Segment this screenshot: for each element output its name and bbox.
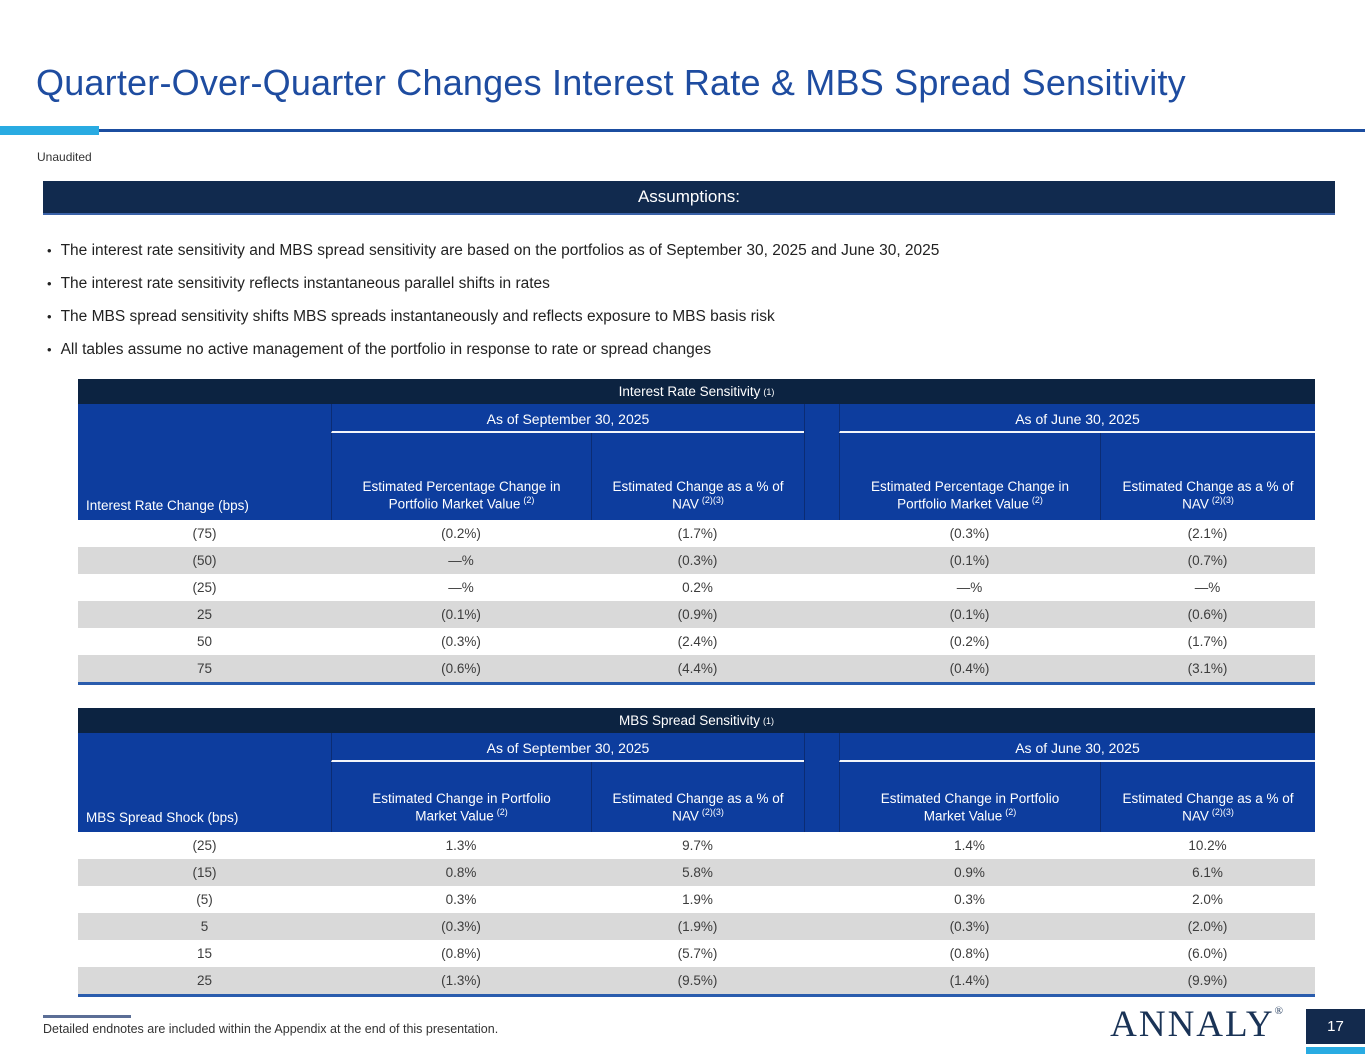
table-cell: (0.6%) xyxy=(1187,607,1228,622)
table-cell: (1.4%) xyxy=(949,973,990,988)
table-cell: (0.3%) xyxy=(949,919,990,934)
table-cell: (75) xyxy=(192,526,217,541)
table-cell: 0.8% xyxy=(445,865,477,880)
table-cell: (0.8%) xyxy=(949,946,990,961)
asof-september-header: As of September 30, 2025 xyxy=(331,733,804,762)
table-cell: 25 xyxy=(196,973,213,988)
table-cell: —% xyxy=(448,553,474,568)
page-number-accent xyxy=(1306,1047,1365,1054)
table-cell: (2.0%) xyxy=(1187,919,1228,934)
table-cell: (3.1%) xyxy=(1187,661,1228,676)
table-cell: 5 xyxy=(200,919,209,934)
table-cell: (0.3%) xyxy=(677,553,718,568)
table-row xyxy=(78,655,1315,682)
title-rule xyxy=(99,129,1365,132)
row-label-header: MBS Spread Shock (bps) xyxy=(86,810,239,825)
table-header xyxy=(78,404,1315,520)
table-cell: (1.7%) xyxy=(1187,634,1228,649)
table-cell: (0.3%) xyxy=(949,526,990,541)
table-body xyxy=(78,832,1315,997)
column-header: Estimated Change in Portfolio Market Value $^{(2)}$ xyxy=(839,762,1100,832)
column-header: Estimated Percentage Change in Portfolio Market Value $^{(2)}$ xyxy=(839,433,1100,520)
table-cell: (25) xyxy=(192,838,217,853)
column-header: Estimated Change in Portfolio Market Value $^{(2)}$ xyxy=(331,762,591,832)
table-cell: (0.1%) xyxy=(441,607,481,622)
table-cell: (0.3%) xyxy=(441,919,481,934)
page-number: 17 xyxy=(1327,1018,1344,1035)
table-header xyxy=(78,733,1315,832)
table-row xyxy=(78,832,1315,859)
table-cell: 0.2% xyxy=(682,580,713,595)
table-cell: (2.4%) xyxy=(677,634,718,649)
column-header: Estimated Percentage Change in Portfolio Market Value $^{(2)}$ xyxy=(331,433,591,520)
row-label-header: Interest Rate Change (bps) xyxy=(86,498,249,513)
asof-june-header: As of June 30, 2025 xyxy=(839,733,1315,762)
registered-mark: ® xyxy=(1274,1005,1283,1017)
table-cell: (0.7%) xyxy=(1187,553,1228,568)
table-row xyxy=(78,940,1315,967)
table-cell: 1.9% xyxy=(682,892,713,907)
table-cell: (1.9%) xyxy=(677,919,718,934)
asof-september-header: As of September 30, 2025 xyxy=(331,404,804,433)
table-cell: —% xyxy=(1194,580,1221,595)
table-row xyxy=(78,967,1315,994)
bullet-icon: • xyxy=(47,342,52,357)
column-header: Estimated Change as a % of NAV $^{(2)(3)}$ xyxy=(591,762,804,832)
table-cell: (0.4%) xyxy=(949,661,990,676)
assumptions-banner-label: Assumptions: xyxy=(637,187,741,206)
column-header: Estimated Change as a % of NAV $^{(2)(3)}$ xyxy=(1100,433,1315,520)
endnote-text: Detailed endnotes are included within the Appendix at the end of this presentation. xyxy=(43,1022,499,1036)
bullet-icon: • xyxy=(47,243,52,258)
table-cell: (4.4%) xyxy=(677,661,718,676)
table-cell: 6.1% xyxy=(1192,865,1223,880)
table-cell: (9.9%) xyxy=(1187,973,1228,988)
table-cell: (0.6%) xyxy=(441,661,481,676)
bullet-item xyxy=(47,307,1297,326)
unaudited-label: Unaudited xyxy=(37,150,92,164)
table-cell: (50) xyxy=(192,553,217,568)
table-cell: —% xyxy=(956,580,983,595)
table-cell: (0.3%) xyxy=(441,634,481,649)
table-cell: (0.1%) xyxy=(949,607,990,622)
table-title xyxy=(78,708,1315,733)
table-cell: 0.9% xyxy=(954,865,985,880)
table-cell: (15) xyxy=(192,865,217,880)
bullet-text: All tables assume no active management of the portfolio in response to rate or spread changes xyxy=(60,341,712,358)
page-number-box xyxy=(1306,1009,1365,1044)
table-cell: (0.2%) xyxy=(949,634,990,649)
table-cell: (25) xyxy=(192,580,217,595)
table-row xyxy=(78,859,1315,886)
table-cell: 75 xyxy=(196,661,213,676)
table-row xyxy=(78,601,1315,628)
endnote-divider xyxy=(43,1015,131,1018)
table-row xyxy=(78,886,1315,913)
column-header: Estimated Change as a % of NAV $^{(2)(3)}$ xyxy=(591,433,804,520)
table-title-text: MBS Spread Sensitivity xyxy=(618,713,761,728)
table-body xyxy=(78,520,1315,685)
table-row xyxy=(78,913,1315,940)
table-cell: 0.3% xyxy=(445,892,477,907)
table-row xyxy=(78,520,1315,547)
asof-june-header: As of June 30, 2025 xyxy=(839,404,1315,433)
table-cell: 25 xyxy=(196,607,213,622)
bullet-icon: • xyxy=(47,276,52,291)
table-cell: 15 xyxy=(196,946,213,961)
table-cell: (1.3%) xyxy=(441,973,481,988)
header-gap xyxy=(804,404,839,520)
column-header: Estimated Change as a % of NAV $^{(2)(3)}$ xyxy=(1100,762,1315,832)
table-cell: 50 xyxy=(196,634,213,649)
table-cell: 9.7% xyxy=(682,838,713,853)
table-cell: (1.7%) xyxy=(677,526,718,541)
interest-rate-sensitivity-table xyxy=(78,379,1315,685)
table-cell: (5) xyxy=(196,892,213,907)
table-cell: 0.3% xyxy=(954,892,985,907)
page-title: Quarter-Over-Quarter Changes Interest Rate & MBS Spread Sensitivity xyxy=(36,62,1186,103)
annaly-logo xyxy=(1110,1003,1283,1046)
table-title-text: Interest Rate Sensitivity xyxy=(618,384,761,399)
table-cell: (2.1%) xyxy=(1187,526,1228,541)
bullet-text: The interest rate sensitivity and MBS spread sensitivity are based on the portfolios as of September 30, 2025 and June 30, 2025 xyxy=(60,242,940,259)
bullet-item xyxy=(47,241,1297,260)
assumptions-list xyxy=(47,241,1297,373)
table-cell: (5.7%) xyxy=(677,946,718,961)
table-cell: —% xyxy=(448,580,474,595)
bullet-text: The interest rate sensitivity reflects instantaneous parallel shifts in rates xyxy=(60,275,550,292)
annaly-logo-text: ANNALY xyxy=(1110,1004,1275,1045)
table-row xyxy=(78,628,1315,655)
table-cell: 1.3% xyxy=(445,838,477,853)
title-accent-bar xyxy=(0,126,99,135)
table-cell: (9.5%) xyxy=(677,973,718,988)
table-cell: (0.1%) xyxy=(949,553,990,568)
table-title xyxy=(78,379,1315,404)
table-cell: 10.2% xyxy=(1188,838,1227,853)
table-cell: 5.8% xyxy=(682,865,713,880)
table-cell: (0.2%) xyxy=(441,526,481,541)
table-row xyxy=(78,547,1315,574)
table-cell: 1.4% xyxy=(954,838,985,853)
bullet-item xyxy=(47,274,1297,293)
table-title-footnote: (1) xyxy=(763,386,775,397)
table-cell: (6.0%) xyxy=(1187,946,1228,961)
table-title-footnote: (1) xyxy=(763,715,775,726)
table-cell: (0.9%) xyxy=(677,607,718,622)
bullet-icon: • xyxy=(47,309,52,324)
header-gap xyxy=(804,733,839,832)
table-row xyxy=(78,574,1315,601)
table-cell: (0.8%) xyxy=(441,946,481,961)
assumptions-banner xyxy=(43,181,1335,215)
bullet-item xyxy=(47,340,1297,359)
bullet-text: The MBS spread sensitivity shifts MBS spreads instantaneously and reflects exposure to MBS basis risk xyxy=(60,308,775,325)
table-cell: 2.0% xyxy=(1192,892,1223,907)
mbs-spread-sensitivity-table xyxy=(78,708,1315,997)
